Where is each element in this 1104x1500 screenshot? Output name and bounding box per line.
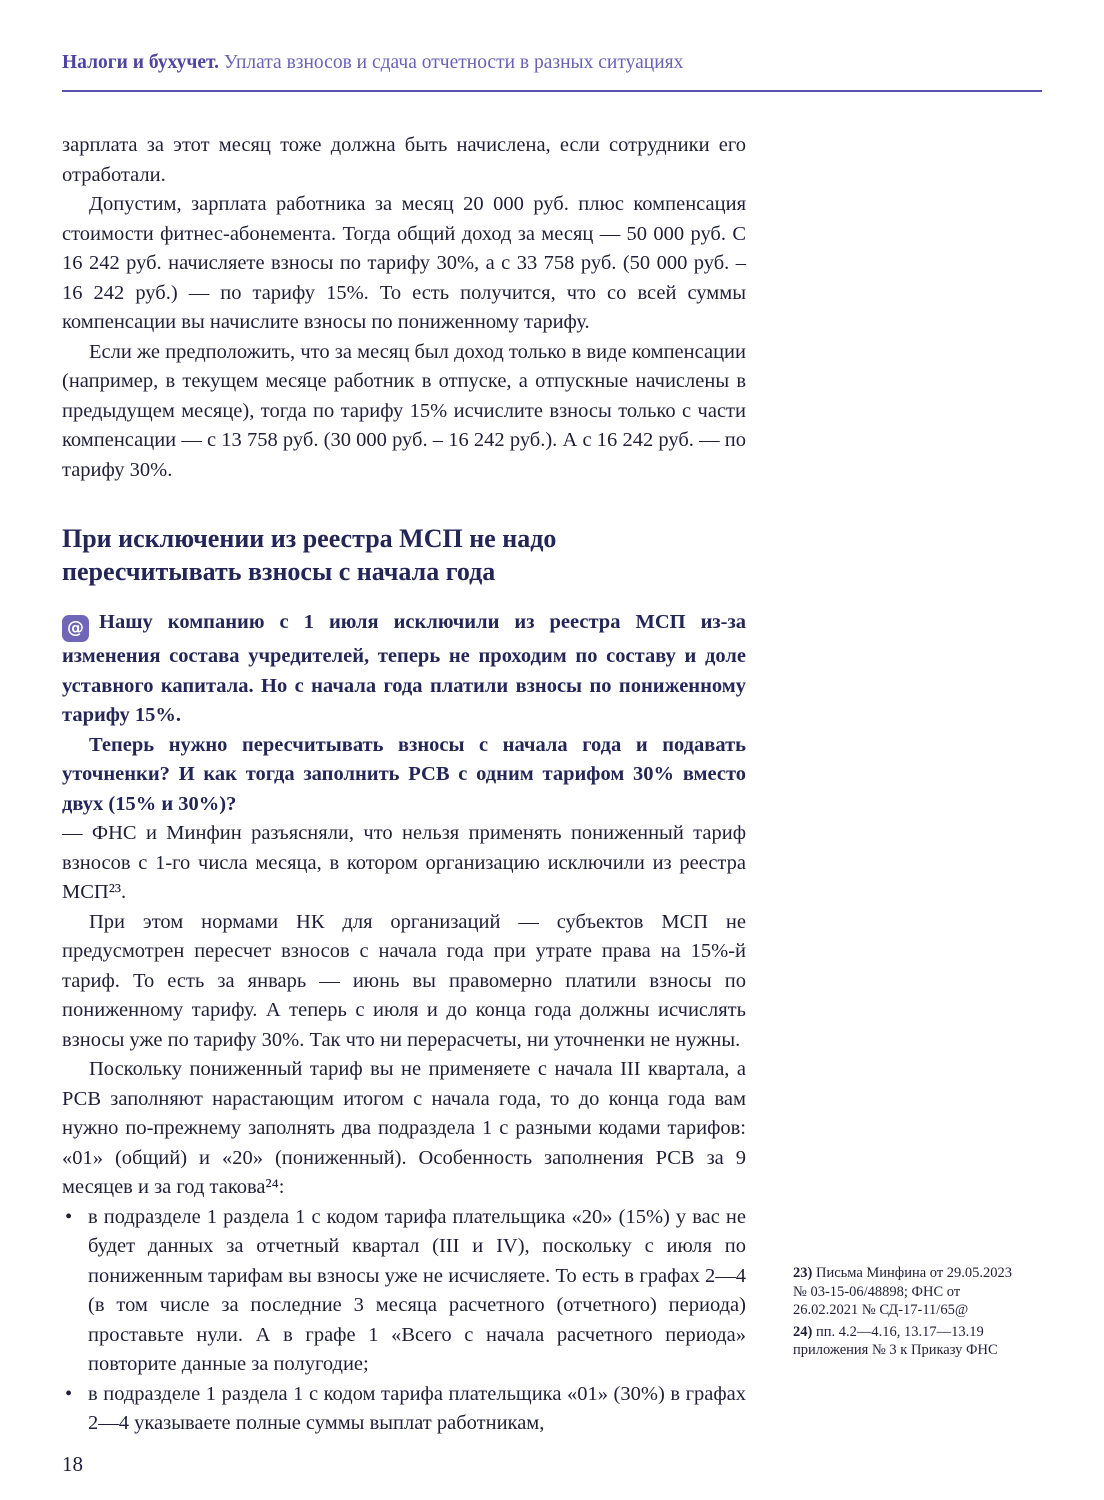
question-paragraph: Теперь нужно пересчитывать взносы с начала года и подавать уточненки? И как тогда заполнить РСВ с одним тарифом 30% вместо двух (15% и 30%)? (62, 733, 746, 815)
footnote-text: пп. 4.2—4.16, 13.17—13.19 приложения № 3 к Приказу ФНС (793, 1323, 998, 1358)
header-rule (62, 90, 1042, 92)
bullet-icon: • (65, 1205, 73, 1228)
answer-paragraph: — ФНС и Минфин разъясняли, что нельзя применять пониженный тариф взносов с 1-го числа месяца, в котором организацию исключили из реестра МСП²³. (62, 822, 746, 903)
list-item-text: в подразделе 1 раздела 1 с кодом тарифа плательщика «01» (30%) в графах 2—4 указываете полные суммы выплат работникам, (88, 1382, 746, 1434)
paragraph: Допустим, зарплата работника за месяц 20 000 руб. плюс компенсация стоимости фитнес-абонемента. Тогда общий доход за месяц — 50 000 руб. С 16 242 руб. начисляете взносы по тарифу 30%, а с 33 758 руб. (50 000 руб. – 16 242 руб.) — по тарифу 15%. То есть получится, что со всей суммы компенсации вы начислите взносы по пониженному тарифу. (62, 193, 746, 333)
paragraph-continuation: зарплата за этот месяц тоже должна быть начислена, если сотрудники его отработали. (62, 134, 746, 186)
footnote-ref: 23) (793, 1265, 813, 1281)
answer-paragraph: Поскольку пониженный тариф вы не применяете с начала III квартала, а РСВ заполняют нарастающим итогом с начала года, то до конца года вам нужно по-прежнему заполнять два подраздела 1 с разными кодами тарифов: «01» (общий) и «20» (пониженный). Особенность заполнения РСВ за 9 месяцев и за год такова²⁴: (62, 1058, 746, 1198)
header-rubric: Налоги и бухучет. (62, 52, 220, 73)
paragraph: Если же предположить, что за месяц был доход только в виде компенсации (например, в текущем месяце работник в отпуске, а отпускные начислены в предыдущем месяце), тогда по тарифу 15% исчислите взносы только с части компенсации — с 13 758 руб. (30 000 руб. – 16 242 руб.). А с 16 242 руб. — по тарифу 30%. (62, 340, 746, 481)
page-number: 18 (62, 1452, 83, 1476)
list-item (62, 1203, 746, 1380)
list-item (62, 1380, 746, 1439)
section-heading-line: пересчитывать взносы с начала года (62, 557, 496, 586)
section-heading (62, 522, 746, 588)
list-item-text: в подразделе 1 раздела 1 с кодом тарифа плательщика «20» (15%) у вас не будет данных за отчетный квартал (III и IV), поскольку с июля по пониженным тарифам вы взносы уже не исчисляете. То есть в графах 2—4 (в том числе за последние 3 месяца расчетного (отчетного) периода) проставьте нули. А в графе 1 «Всего с начала расчетного периода» повторите данные за полугодие; (88, 1205, 746, 1375)
question-paragraph (62, 608, 746, 731)
header-subtitle: Уплата взносов и сдача отчетности в разных ситуациях (219, 52, 684, 73)
page-header (62, 52, 1042, 74)
article-body (62, 131, 746, 1439)
question-text: Нашу компанию с 1 июля исключили из реестра МСП из-за изменения состава учредителей, теперь не проходим по составу и доле уставного капитала. Но с начала года платили взносы по пониженному тарифу 15%. (62, 611, 746, 726)
reader-question-at-icon: @ (62, 615, 89, 642)
footnote-24 (793, 1323, 1025, 1360)
bullet-icon: • (65, 1382, 73, 1405)
footnote-text: Письма Минфина от 29.05.2023 № 03-15-06/48898; ФНС от 26.02.2021 № СД-17-11/65@ (793, 1265, 1013, 1318)
margin-footnotes (793, 1264, 1025, 1363)
answer-paragraph: При этом нормами НК для организаций — субъектов МСП не предусмотрен пересчет взносов с начала года при утрате права на 15%-й тариф. То есть за январь — июнь вы правомерно платили взносы по пониженному тарифу. А теперь с июля и до конца года должны исчислять взносы уже по тарифу 30%. Так что ни перерасчеты, ни уточненки не нужны. (62, 910, 746, 1051)
footnote-ref: 24) (793, 1323, 813, 1340)
section-heading-line: При исключении из реестра МСП не надо (62, 524, 557, 553)
footnote-23 (793, 1264, 1025, 1320)
